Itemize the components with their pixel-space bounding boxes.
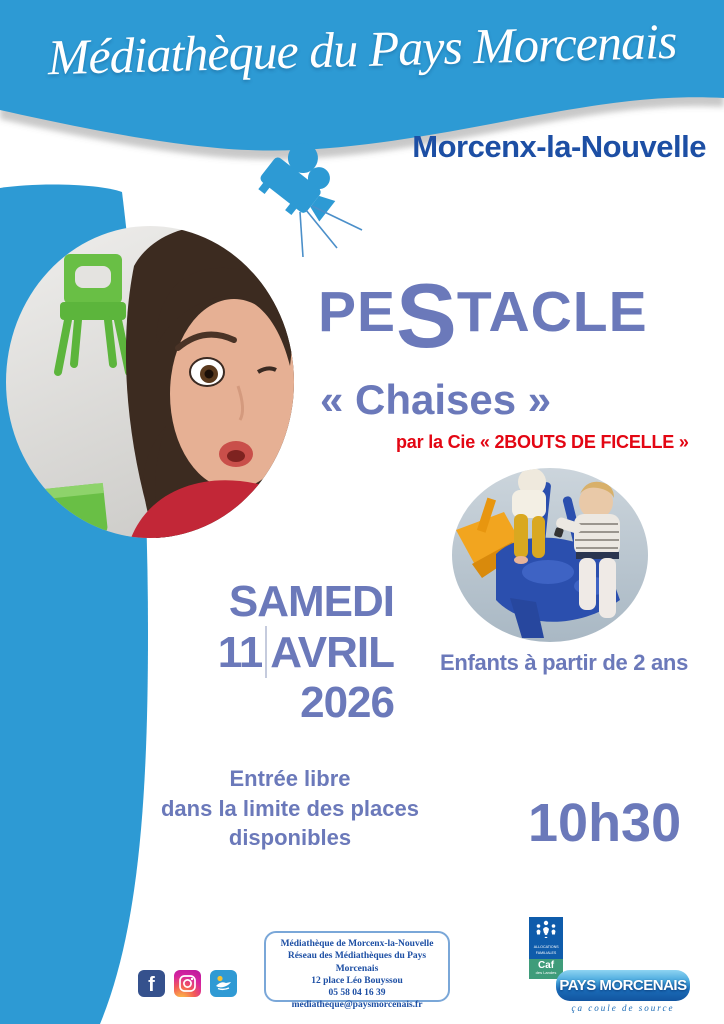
contact-email[interactable]: mediatheque@paysmorcenais.fr (291, 1000, 423, 1011)
event-date (200, 577, 394, 727)
performer-face-illustration (126, 226, 294, 538)
organization-title: Médiathèque du Pays Morcenais (47, 12, 677, 86)
date-year: 2026 (300, 678, 394, 727)
admission-line1: Entrée libre (229, 766, 351, 791)
facebook-icon[interactable] (138, 970, 165, 997)
caf-des-landes-logo (529, 917, 563, 979)
audience-info: Enfants à partir de 2 ans (439, 650, 689, 675)
mediatheque-icon[interactable] (210, 970, 237, 997)
caf-family-pictogram (533, 919, 559, 939)
pays-morcenais-tagline: ça coule de source (571, 1003, 675, 1013)
admission-info (108, 764, 472, 853)
show-title: « Chaises » (320, 376, 552, 423)
date-weekday: SAMEDI (228, 577, 394, 626)
social-icons-row (138, 970, 237, 997)
show-type-title (318, 248, 648, 368)
show-type-post: TACLE (456, 280, 648, 344)
caf-region: des Landes (535, 970, 557, 976)
date-day: 11 (217, 627, 263, 677)
contact-address: 12 place Léo Bouyssou (311, 975, 403, 986)
contact-box (264, 931, 450, 1011)
event-time: 10h30 (528, 793, 682, 853)
caf-org-line1: ALLOCATIONS (533, 944, 559, 950)
caf-name: Caf (537, 960, 555, 971)
show-type-big-s: S (396, 265, 457, 368)
children-photo (452, 468, 648, 642)
city-name: Morcenx-la-Nouvelle (412, 129, 706, 164)
contact-venue: Médiathèque de Morcenx-la-Nouvelle (280, 939, 434, 949)
date-divider (265, 626, 267, 678)
contact-phone: 05 58 04 16 39 (328, 988, 386, 999)
instagram-icon[interactable] (174, 970, 201, 997)
caf-org-line2: FAMILIALES (535, 950, 557, 956)
contact-network: Réseau des Médiathèques du Pays Morcenais (287, 951, 427, 974)
company-credit: par la Cie « 2BOUTS DE FICELLE » (396, 432, 689, 452)
facebook-letter: f (148, 974, 155, 996)
admission-line2: dans la limite des places disponibles (160, 795, 419, 851)
performer-photo (6, 226, 294, 538)
date-month: AVRIL (270, 627, 394, 677)
show-type-pre: PE (318, 280, 397, 344)
pays-morcenais-logo: PAYS MORCENAIS (556, 970, 690, 1001)
